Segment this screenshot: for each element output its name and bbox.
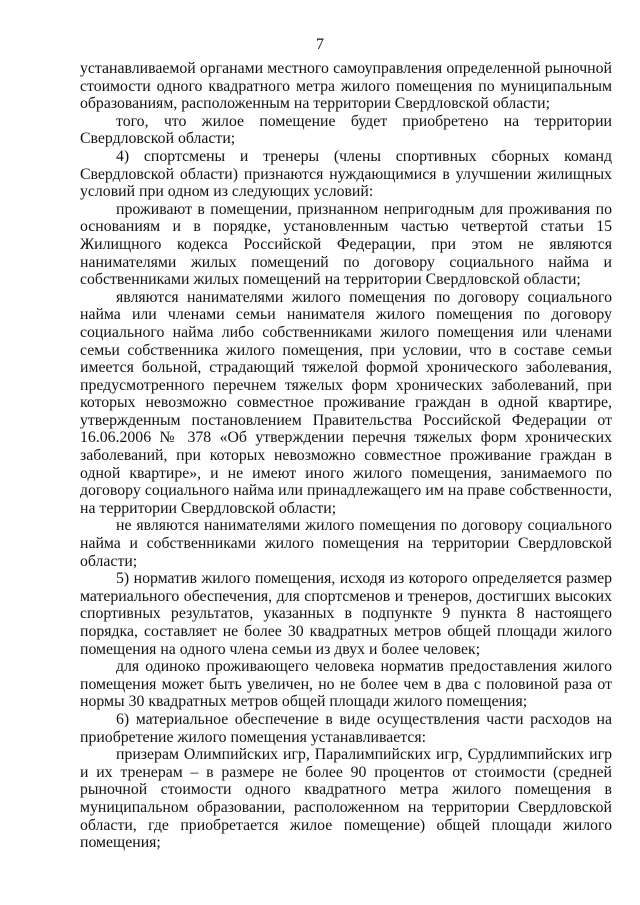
paragraph: 4) спортсмены и тренеры (члены спортивных сборных команд Свердловской области) признаются нуждающимися в улучшении жилищных условий при одном из следующих условий: [80,147,612,201]
paragraph: проживают в помещении, признанном непригодным для проживания по основаниям и в порядке, установленным частью четвертой статьи 15 Жилищного кодекса Российской Федерации, при этом не являются нанимателями жилых помещений по договору социального найма и собственниками жилых помещений на территории Свердловской области; [80,200,612,289]
paragraph: 6) материальное обеспечение в виде осуществления части расходов на приобретение жилого помещения устанавливается: [80,710,612,746]
paragraph: призерам Олимпийских игр, Паралимпийских игр, Сурдлимпийских игр и их тренерам – в размере не более 90 процентов от стоимости (средней рыночной стоимости одного квадратного метра жилого помещения в муниципальном образовании, расположенном на территории Свердловской области, где приобретается жилое помещение) общей площади жилого помещения; [80,746,612,852]
paragraph: устанавливаемой органами местного самоуправления определенной рыночной стоимости одного квадратного метра жилого помещения по муниципальным образованиям, расположенным на территории Свердловской области; [80,60,612,113]
paragraph: того, что жилое помещение будет приобретено на территории Свердловской области; [80,112,612,148]
paragraph: являются нанимателями жилого помещения по договору социального найма или членами семьи нанимателя жилого помещения по договору социального найма либо собственниками жилого помещения или членами семьи собственника жилого помещения, при условии, что в составе семьи имеется больной, страдающий тяжелой формой хронического заболевания, предусмотренного перечнем тяжелых форм хронических заболеваний, при которых невозможно совместное проживание граждан в одной квартире, утвержденным постановлением Правительства Российской Федерации от 16.06.2006 № 378 «Об утверждении перечня тяжелых форм хронических заболеваний, при которых невозможно совместное проживание граждан в одной квартире», и не имеют иного жилого помещения, занимаемого по договору социального найма или принадлежащего им на праве собственности, на территории Свердловской области; [80,288,612,517]
document-body [80,60,612,852]
paragraph: не являются нанимателями жилого помещения по договору социального найма и собственниками жилого помещения на территории Свердловской области; [80,517,612,570]
paragraph: 5) норматив жилого помещения, исходя из которого определяется размер материального обеспечения, для спортсменов и тренеров, достигших высоких спортивных результатов, указанных в подпункте 9 пункта 8 настоящего порядка, составляет не более 30 квадратных метров общей площади жилого помещения на одного члена семьи из двух и более человек; [80,570,612,658]
page-number: 7 [316,36,324,53]
paragraph: для одиноко проживающего человека норматив предоставления жилого помещения может быть увеличен, но не более чем в два с половиной раза от нормы 30 квадратных метров общей площади жилого помещения; [80,658,612,711]
